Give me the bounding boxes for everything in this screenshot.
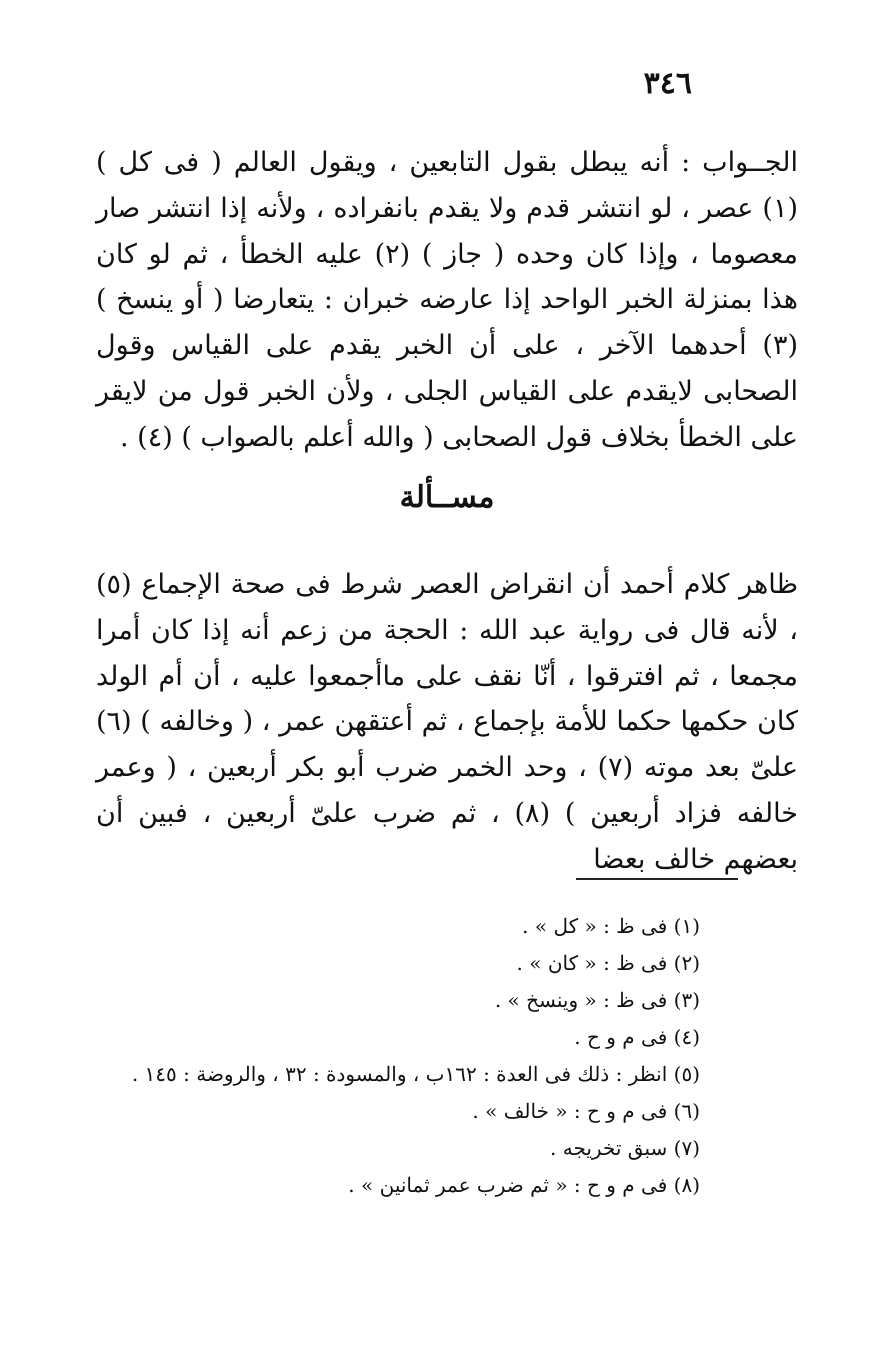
footnote-7: (٧) سبق تخريجه . <box>550 1136 700 1160</box>
footnote-5: (٥) انظر : ذلك فى العدة : ١٦٢ب ، والمسودة : ٣٢ ، والروضة : ١٤٥ . <box>131 1062 700 1086</box>
footnote-6: (٦) فى م و ح : « خالف » . <box>472 1099 700 1123</box>
section-heading: مســألة <box>399 480 495 515</box>
paragraph-answer: الجــواب : أنه يبطل بقول التابعين ، ويقول العالم ( فى كل ) (١) عصر ، لو انتشر قدم ولا يقدم بانفراده ، ولأنه إذا انتشر صار معصوما ، وإذا كان وحده ( جاز ) (٢) عليه الخطأ ، ثم لو كان هذا بمنزلة الخبر الواحد إذا عارضه خبران : يتعارضا ( أو ينسخ ) (٣) أحدهما الآخر ، على أن الخبر يقدم على القياس وقول الصحابى لايقدم على القياس الجلى ، ولأن الخبر قول من لايقر على الخطأ بخلاف قول الصحابى ( والله أعلم بالصواب ) (٤) . <box>96 147 799 453</box>
footnote-3: (٣) فى ظ : « وينسخ » . <box>494 988 700 1012</box>
footnote-separator <box>576 878 738 880</box>
page-number: ٣٤٦ <box>643 66 692 101</box>
paragraph-issue: ظاهر كلام أحمد أن انقراض العصر شرط فى صحة الإجماع (٥) ، لأنه قال فى رواية عبد الله : الحجة من زعم أنه إذا كان أمرا مجمعا ، ثم افترقوا ، أنّا نقف على ماأجمعوا عليه ، أن أم الولد كان حكمها حكما للأمة بإجماع ، ثم أعتقهن عمر ، ( وخالفه ) (٦) علىّ بعد موته (٧) ، وحد الخمر ضرب أبو بكر أربعين ، ( وعمر خالفه فزاد أربعين ) (٨) ، ثم ضرب علىّ أربعين ، فبين أن بعضهم خالف بعضا <box>96 569 798 875</box>
footnote-1: (١) فى ظ : « كل » . <box>522 914 700 938</box>
footnote-4: (٤) فى م و ح . <box>574 1025 700 1049</box>
footnotes-list <box>96 908 700 1204</box>
footnote-8: (٨) فى م و ح : « ثم ضرب عمر ثمانين » . <box>348 1173 700 1197</box>
footnote-2: (٢) فى ظ : « كان » . <box>516 951 700 975</box>
